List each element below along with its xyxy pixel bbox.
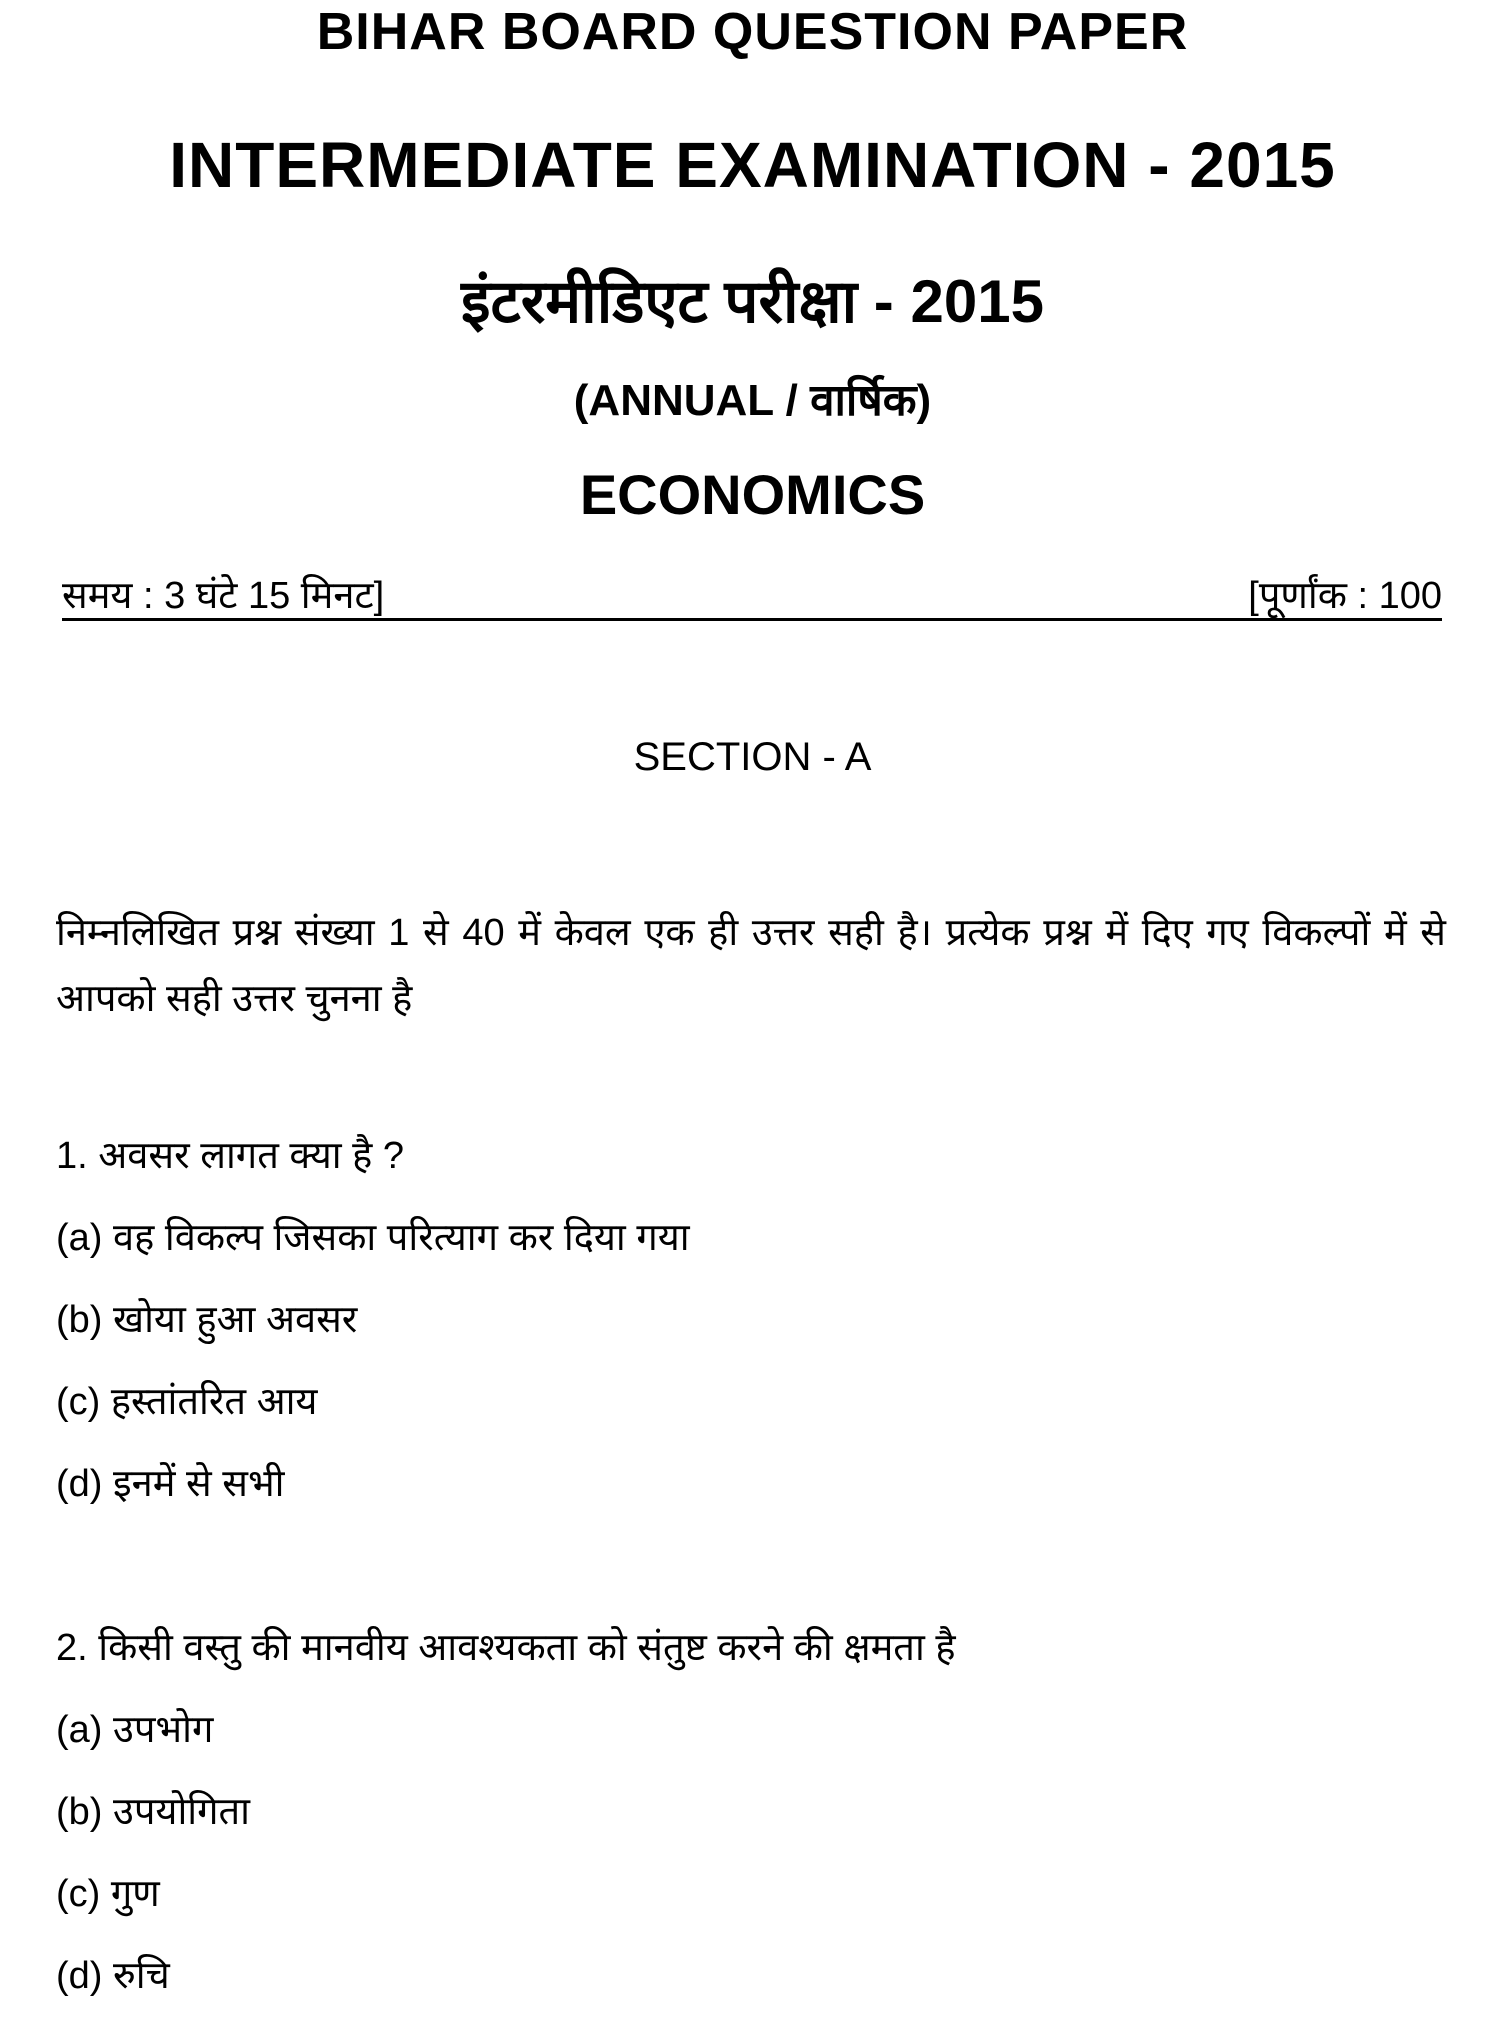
exam-title-english: INTERMEDIATE EXAMINATION - 2015 [169,129,1336,201]
exam-session: (ANNUAL / वार्षिक) [573,376,932,425]
question-2-option-d: (d) रुचि [56,1955,170,1997]
question-1-text: 1. अवसर लागत क्या है ? [56,1135,405,1177]
question-1-option-a: (a) वह विकल्प जिसका परित्याग कर दिया गया [56,1217,690,1259]
exam-title-hindi: इंटरमीडिएट परीक्षा - 2015 [461,268,1044,335]
time-allowed: समय : 3 घंटे 15 मिनट] [62,575,385,617]
question-2-text: 2. किसी वस्तु की मानवीय आवश्यकता को संतुष्ट करने की क्षमता है [56,1627,956,1669]
section-title: SECTION - A [633,735,872,779]
exam-meta-row [62,568,1442,621]
question-2-option-a: (a) उपभोग [56,1709,214,1751]
question-2-option-c: (c) गुण [56,1873,160,1915]
subject-title: ECONOMICS [579,463,926,526]
full-marks: [पूर्णांक : 100 [1248,575,1442,617]
section-instructions: निम्नलिखित प्रश्न संख्या 1 से 40 में केवल एक ही उत्तर सही है। प्रत्येक प्रश्न में दिए गए विकल्पों में से आपको सही उत्तर चुनना है [56,912,1447,1020]
question-1-option-d: (d) इनमें से सभी [56,1463,285,1505]
question-1-option-b: (b) खोया हुआ अवसर [56,1299,358,1341]
board-title: BIHAR BOARD QUESTION PAPER [316,3,1189,61]
question-2-option-b: (b) उपयोगिता [56,1791,251,1833]
question-1-option-c: (c) हस्तांतरित आय [56,1381,318,1423]
